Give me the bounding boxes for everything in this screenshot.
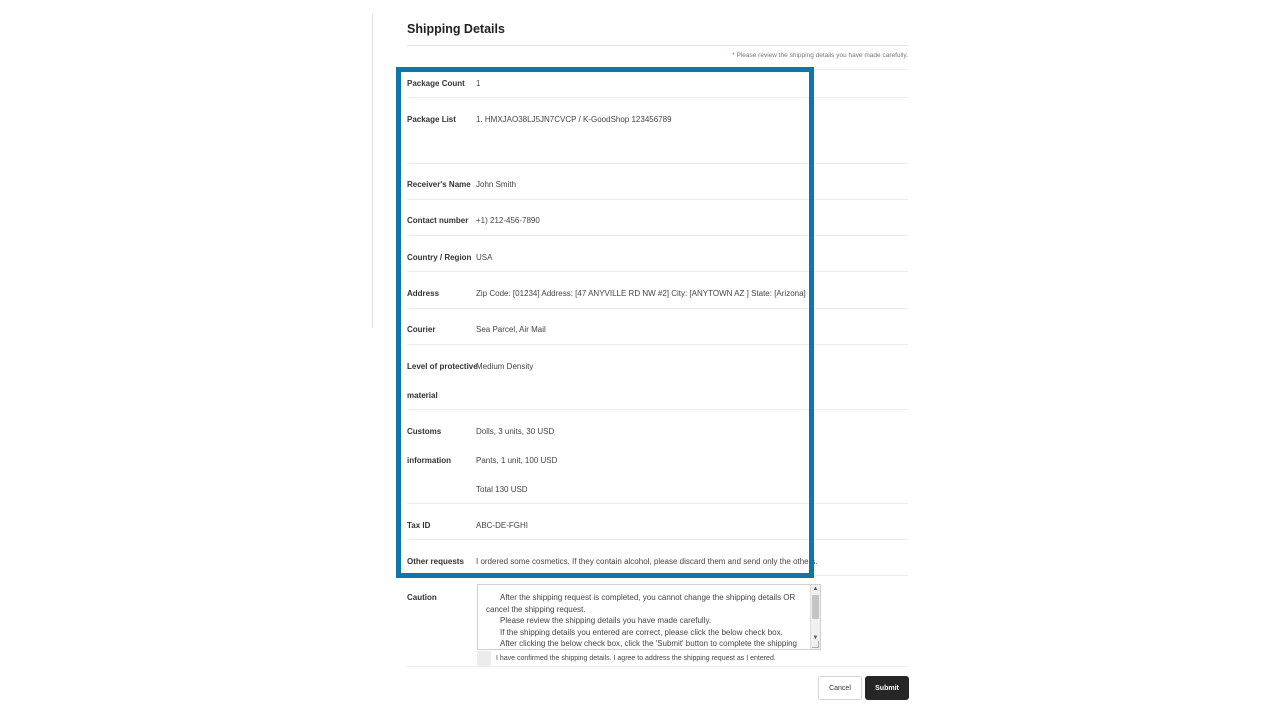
country-region-value: USA: [476, 253, 493, 262]
scroll-down-icon[interactable]: ▼: [812, 635, 819, 641]
customs-total: Total 130 USD: [476, 485, 528, 494]
package-count-label: Package Count: [407, 79, 465, 88]
customs-info-label-cont: information: [407, 456, 451, 465]
scroll-thumb[interactable]: [812, 595, 819, 619]
protective-material-label: Level of protective: [407, 362, 478, 371]
caution-line: If the shipping details you entered are correct, please click the below check box.: [500, 627, 783, 637]
required-star: *: [732, 52, 735, 59]
package-list-label: Package List: [407, 115, 456, 124]
tax-id-value: ABC-DE-FGHI: [476, 521, 528, 530]
address-label: Address: [407, 289, 440, 298]
caution-textarea[interactable]: [477, 584, 821, 650]
row-divider: [407, 271, 908, 272]
country-region-label: Country / Region: [407, 253, 472, 262]
side-divider: [372, 14, 373, 328]
customs-info-label: Customs: [407, 427, 442, 436]
title-divider: [407, 45, 908, 46]
row-divider: [407, 575, 908, 576]
row-divider: [407, 235, 908, 236]
protective-material-label-cont: material: [407, 391, 438, 400]
review-notice: [732, 52, 908, 59]
receiver-name-value: John Smith: [476, 180, 517, 189]
confirm-checkbox-label: I have confirmed the shipping details. I agree to address the shipping request as I entered.: [496, 655, 776, 662]
tax-id-label: Tax ID: [407, 521, 431, 530]
caution-label: Caution: [407, 593, 437, 602]
address-value: Zip Code: [01234] Address: [47 ANYVILLE RD NW #2] City: [ANYTOWN AZ ] State: [Arizona]: [476, 289, 806, 298]
caution-scrollbar[interactable]: [810, 585, 820, 649]
row-divider: [407, 69, 908, 70]
page-title: Shipping Details: [407, 22, 505, 36]
other-requests-label: Other requests: [407, 557, 464, 566]
row-divider: [407, 344, 908, 345]
courier-label: Courier: [407, 325, 436, 334]
row-divider: [407, 666, 908, 667]
row-divider: [407, 308, 908, 309]
row-divider: [407, 409, 908, 410]
package-list-value: 1. HMXJAO38LJ5JN7CVCP / K-GoodShop 123456789: [476, 115, 672, 124]
courier-value: Sea Parcel, Air Mail: [476, 325, 546, 334]
details-highlight-frame: [396, 67, 814, 578]
receiver-name-label: Receiver's Name: [407, 180, 471, 189]
review-notice-text: Please review the shipping details you have made carefully.: [736, 52, 908, 59]
scroll-up-icon[interactable]: ▲: [812, 586, 819, 592]
caution-line: After the shipping request is completed, you cannot change the shipping details OR cancel the shipping request.: [486, 593, 796, 614]
protective-material-value: Medium Density: [476, 362, 534, 371]
confirm-checkbox[interactable]: [477, 651, 491, 666]
other-requests-value: I ordered some cosmetics. If they contain alcohol, please discard them and send only the others.: [476, 557, 818, 566]
caution-line: After clicking the below check box, click the 'Submit' button to complete the shipping: [500, 639, 797, 649]
resize-grip-icon[interactable]: [812, 641, 819, 648]
caution-line: Please review the shipping details you have made carefully.: [500, 616, 712, 626]
contact-number-label: Contact number: [407, 216, 469, 225]
customs-item: Dolls, 3 units, 30 USD: [476, 427, 555, 436]
row-divider: [407, 539, 908, 540]
contact-number-value: +1) 212-456-7890: [476, 216, 540, 225]
row-divider: [407, 199, 908, 200]
row-divider: [407, 97, 908, 98]
row-divider: [407, 503, 908, 504]
row-divider: [407, 163, 908, 164]
package-count-value: 1: [476, 79, 481, 88]
submit-button[interactable]: Submit: [865, 676, 909, 700]
customs-item: Pants, 1 unit, 100 USD: [476, 456, 558, 465]
cancel-button[interactable]: Cancel: [818, 676, 862, 700]
